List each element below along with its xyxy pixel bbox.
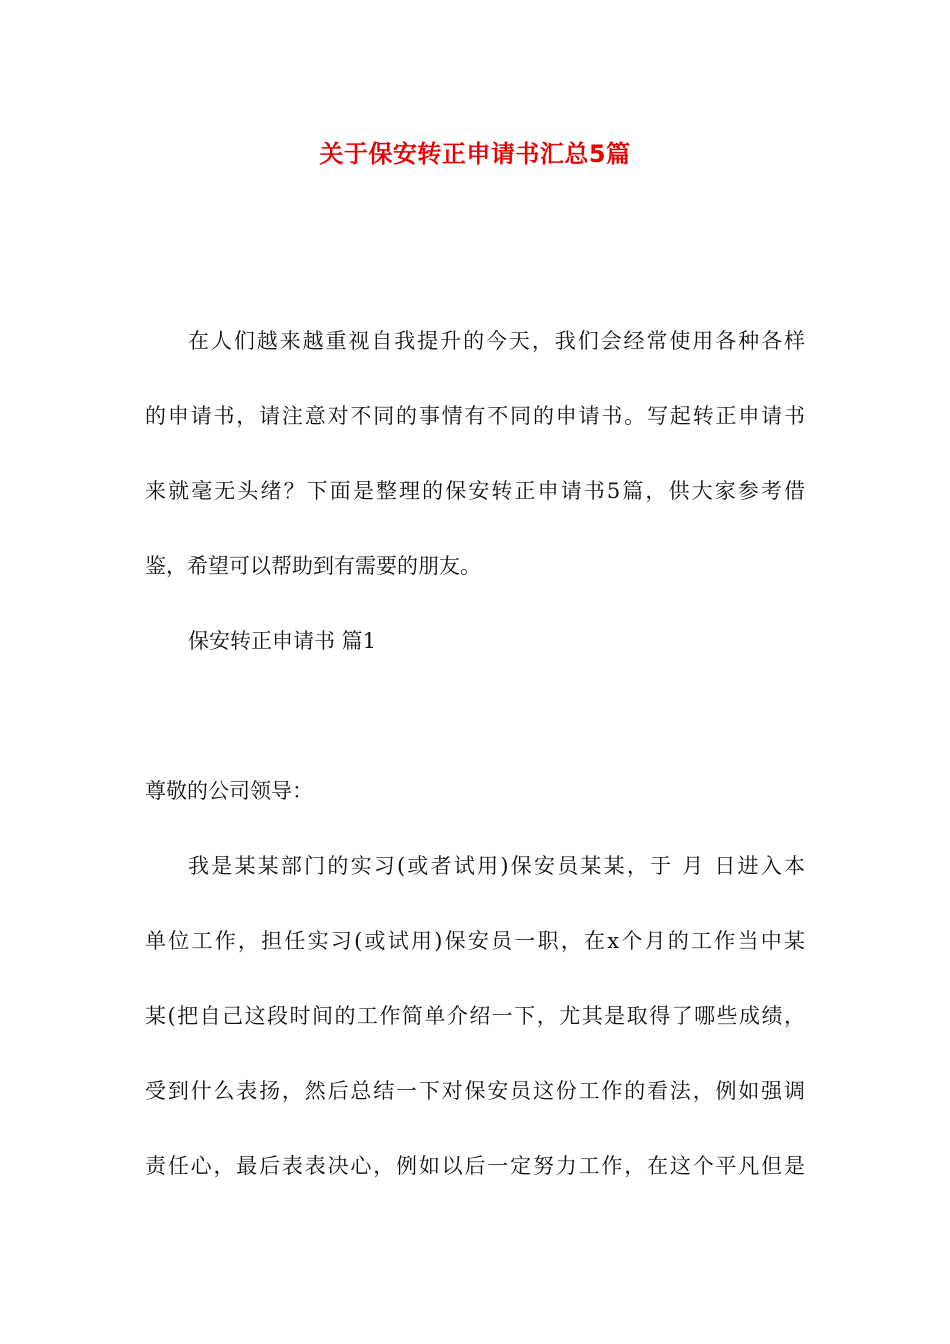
document-title: 关于保安转正申请书汇总5篇: [319, 140, 631, 168]
body-line-5: 责任心，最后表表决心，例如以后一定努力工作，在这个平凡但是: [145, 1154, 805, 1178]
body-line-3: 某(把自己这段时间的工作简单介绍一下，尤其是取得了哪些成绩，: [145, 1004, 805, 1028]
intro-line-3: 来就毫无头绪？下面是整理的保安转正申请书5篇，供大家参考借: [145, 479, 805, 503]
body-line-4: 受到什么表扬，然后总结一下对保安员这份工作的看法，例如强调: [145, 1079, 805, 1103]
intro-line-1: 在人们越来越重视自我提升的今天，我们会经常使用各种各样: [188, 329, 805, 353]
body-line-1: 我是某某部门的实习(或者试用)保安员某某，于 月 日进入本: [188, 854, 805, 878]
salutation: 尊敬的公司领导：: [145, 779, 313, 803]
intro-line-2: 的申请书，请注意对不同的事情有不同的申请书。写起转正申请书: [145, 404, 805, 428]
section-heading: 保安转正申请书 篇1: [188, 629, 377, 653]
body-line-2: 单位工作，担任实习(或试用)保安员一职，在x个月的工作当中某: [145, 929, 805, 953]
intro-line-4: 鉴，希望可以帮助到有需要的朋友。: [145, 554, 481, 578]
